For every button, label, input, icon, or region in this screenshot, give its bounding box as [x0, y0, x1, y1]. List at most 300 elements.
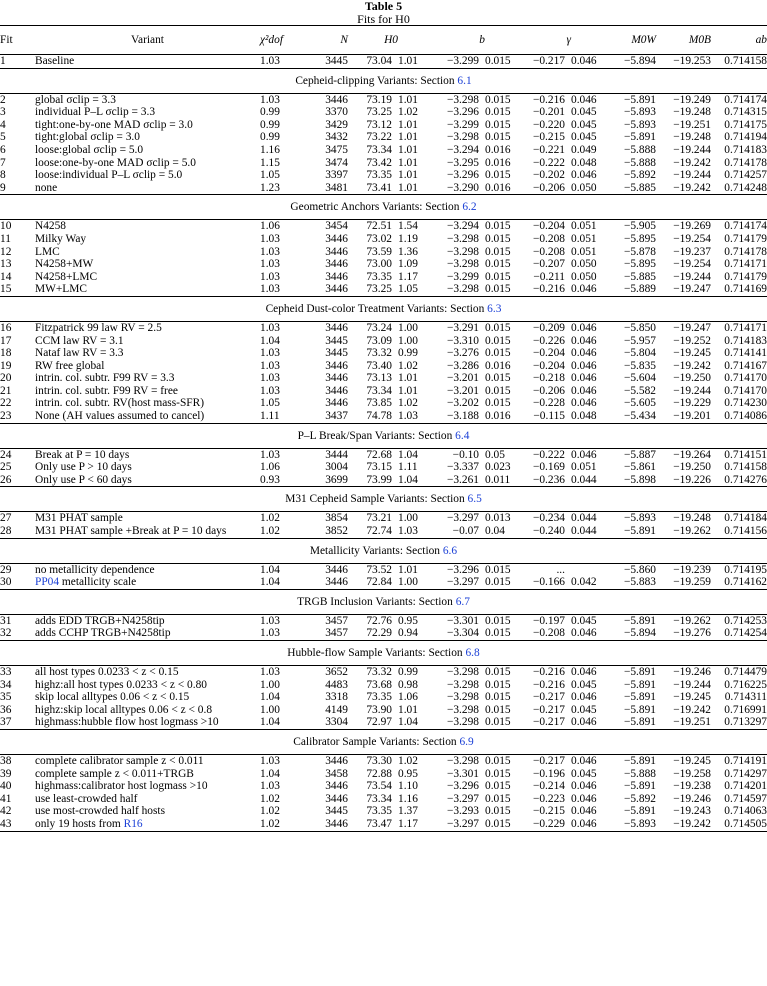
cell-b-err: 0.015 [485, 334, 511, 347]
cell-gamma: −0.221 [532, 143, 565, 156]
cell-h0-err: 0.94 [398, 627, 418, 640]
cell-mw: −5.888 [623, 143, 656, 156]
table-row [0, 448, 767, 461]
cell-gamma-err: 0.044 [571, 512, 597, 525]
table-row [0, 666, 767, 679]
cell-n: 3458 [325, 767, 348, 780]
cell-gamma-err: 0.046 [571, 666, 597, 678]
header-n: N [340, 33, 348, 46]
citation-link[interactable]: PP04 [35, 576, 60, 589]
section-link[interactable]: 6.8 [465, 647, 480, 659]
citation-link[interactable]: R16 [123, 817, 143, 830]
cell-mw: −5.891 [623, 525, 656, 538]
section-header [0, 538, 767, 563]
cell-mb: −19.245 [673, 754, 711, 767]
cell-gamma: −0.216 [532, 678, 565, 691]
cell-h0-err: 1.03 [398, 525, 418, 538]
cell-ab: 0.714201 [724, 780, 767, 793]
cell-variant: all host types 0.0233 < z < 0.15 [35, 666, 179, 678]
table-row [0, 576, 767, 589]
cell-ab: 0.714505 [724, 817, 767, 830]
cell-mb: −19.250 [673, 461, 711, 474]
cell-fit: 22 [0, 397, 12, 410]
cell-b: −3.298 [446, 258, 479, 271]
cell-b-err: 0.016 [485, 181, 511, 194]
table-row [0, 144, 767, 157]
cell-fit: 17 [0, 334, 12, 347]
cell-h0-err: 1.01 [398, 703, 418, 716]
cell-gamma-err: 0.050 [571, 270, 597, 283]
table-row [0, 182, 767, 195]
cell-fit: 16 [0, 321, 12, 334]
cell-gamma-err: 0.045 [571, 678, 597, 691]
section-link[interactable]: 6.4 [455, 429, 470, 442]
cell-b-err: 0.015 [485, 716, 511, 729]
cell-mb: −19.244 [673, 270, 711, 283]
cell-n: 3446 [325, 321, 348, 334]
cell-b-err: 0.023 [485, 461, 511, 474]
table-row [0, 768, 767, 781]
cell-gamma: −0.202 [532, 169, 565, 182]
cell-chi2: 1.04 [260, 716, 280, 729]
cell-fit: 28 [0, 525, 12, 538]
cell-variant: highz:all host types 0.0233 < z < 0.80 [35, 678, 207, 691]
cell-mb: −19.242 [673, 181, 711, 194]
cell-variant: Break at P = 10 days [35, 448, 130, 461]
cell-h0-err: 1.00 [398, 576, 418, 589]
cell-b-err: 0.015 [485, 169, 511, 182]
cell-chi2: 0.99 [260, 118, 280, 131]
cell-mb: −19.245 [673, 347, 711, 360]
table-row [0, 321, 767, 334]
cell-mw: −5.891 [623, 614, 656, 627]
cell-gamma-err: 0.046 [571, 397, 597, 410]
cell-h0-err: 1.02 [398, 397, 418, 410]
cell-mb: −19.253 [673, 55, 711, 67]
table-row [0, 258, 767, 271]
section-title: P–L Break/Span Variants: Section [297, 429, 453, 442]
cell-gamma-err: 0.044 [571, 525, 597, 538]
cell-fit: 26 [0, 473, 12, 486]
cell-mw: −5.891 [623, 131, 656, 144]
cell-h0: 73.41 [366, 181, 392, 194]
cell-b-err: 0.015 [485, 347, 511, 360]
cell-b-err: 0.015 [485, 245, 511, 258]
cell-b-err: 0.013 [485, 512, 511, 525]
cell-h0: 73.00 [366, 258, 392, 271]
cell-h0: 73.90 [366, 703, 392, 716]
cell-h0-err: 1.03 [398, 410, 418, 423]
cell-mb: −19.245 [673, 691, 711, 704]
cell-variant: intrin. col. subtr. F99 RV = 3.3 [35, 372, 175, 385]
cell-ab: 0.714479 [724, 666, 767, 678]
cell-b: −3.297 [446, 576, 479, 589]
cell-b-err: 0.015 [485, 627, 511, 640]
table-row [0, 246, 767, 259]
cell-chi2: 1.00 [260, 703, 280, 716]
cell-fit: 12 [0, 245, 12, 258]
cell-mw: −5.804 [623, 347, 656, 360]
cell-gamma-err: 0.046 [571, 93, 597, 106]
cell-variant: N4258+LMC [35, 270, 98, 283]
table-row [0, 335, 767, 348]
cell-chi2: 1.03 [260, 384, 280, 397]
header-h0: H0 [384, 33, 398, 46]
cell-b: −3.296 [446, 106, 479, 119]
cell-chi2: 1.03 [260, 321, 280, 334]
table-row [0, 614, 767, 627]
cell-h0: 72.88 [366, 767, 392, 780]
table-row [0, 55, 767, 69]
cell-fit: 39 [0, 767, 12, 780]
cell-b: −3.337 [446, 461, 479, 474]
cell-variant: intrin. col. subtr. RV(host mass-SFR) [35, 397, 205, 410]
cell-mb: −19.248 [673, 512, 711, 525]
cell-variant: M31 PHAT sample +Break at P = 10 days [35, 525, 227, 538]
cell-h0: 73.59 [366, 245, 392, 258]
cell-chi2: 1.03 [260, 614, 280, 627]
cell-gamma: −0.229 [532, 817, 565, 830]
section-title: Calibrator Sample Variants: Section [293, 735, 457, 748]
cell-variant: Only use P < 60 days [35, 473, 132, 486]
header-gamma: γ [566, 33, 571, 46]
cell-b: −3.188 [446, 410, 479, 423]
table-row [0, 397, 767, 410]
cell-h0-err: 1.01 [398, 55, 418, 67]
section-header [0, 487, 767, 512]
cell-fit: 33 [0, 666, 12, 678]
cell-gamma-err: 0.046 [571, 627, 597, 640]
section-header [0, 729, 767, 754]
cell-gamma-err: 0.046 [571, 384, 597, 397]
cell-gamma-err: 0.051 [571, 220, 597, 233]
cell-mb: −19.262 [673, 614, 711, 627]
table-row [0, 283, 767, 296]
cell-mw: −5.893 [623, 512, 656, 525]
cell-b-err: 0.015 [485, 754, 511, 767]
cell-h0-err: 1.19 [398, 232, 418, 245]
cell-gamma-err: 0.045 [571, 614, 597, 627]
cell-ab: 0.714257 [724, 169, 767, 182]
cell-b: −3.294 [446, 220, 479, 233]
cell-gamma: −0.220 [532, 118, 565, 131]
section-link[interactable]: 6.6 [442, 544, 458, 557]
cell-h0-err: 1.11 [398, 461, 418, 474]
cell-h0: 72.68 [366, 448, 392, 461]
cell-gamma: −0.208 [532, 232, 565, 245]
cell-b-err: 0.015 [485, 220, 511, 233]
cell-h0: 73.34 [366, 384, 392, 397]
section-header [0, 423, 767, 448]
table-row [0, 347, 767, 360]
cell-b-err: 0.015 [485, 131, 511, 144]
section-link[interactable]: 6.9 [459, 735, 474, 748]
cell-chi2: 1.16 [260, 143, 280, 156]
cell-b: −3.298 [446, 703, 479, 716]
header-variant: Variant [131, 33, 164, 46]
cell-n: 4483 [325, 678, 348, 691]
cell-gamma: −0.236 [532, 473, 565, 486]
cell-gamma-err: 0.046 [571, 448, 597, 461]
cell-mb: −19.269 [673, 220, 711, 233]
cell-variant: RW free global [35, 359, 105, 372]
cell-gamma-err: 0.046 [571, 169, 597, 182]
cell-ab: 0.714167 [724, 359, 767, 372]
cell-h0: 73.25 [366, 283, 392, 296]
cell-chi2: 1.03 [260, 55, 280, 67]
cell-b: −3.201 [446, 372, 479, 385]
cell-h0-err: 1.17 [398, 270, 418, 283]
cell-h0-err: 1.16 [398, 792, 418, 805]
cell-b-err: 0.015 [485, 106, 511, 119]
header-b: b [479, 33, 485, 46]
cell-fit: 36 [0, 703, 12, 716]
cell-mb: −19.250 [673, 372, 711, 385]
cell-gamma-err: 0.048 [571, 156, 597, 169]
cell-gamma: −0.196 [532, 767, 565, 780]
cell-b: −3.298 [446, 232, 479, 245]
cell-gamma: −0.204 [532, 359, 565, 372]
cell-fit: 15 [0, 283, 12, 296]
cell-gamma: −0.115 [533, 410, 565, 423]
cell-b-err: 0.015 [485, 780, 511, 793]
cell-n: 3446 [325, 93, 348, 106]
cell-variant: global σclip = 3.3 [35, 93, 116, 106]
cell-ab: 0.714179 [724, 270, 767, 283]
cell-variant: M31 PHAT sample [35, 512, 123, 525]
cell-gamma-err: 0.045 [571, 118, 597, 131]
cell-h0: 73.19 [366, 93, 392, 106]
cell-b: −3.298 [446, 245, 479, 258]
cell-h0: 73.85 [366, 397, 392, 410]
cell-b: −3.296 [446, 169, 479, 182]
cell-mw: −5.835 [623, 359, 656, 372]
cell-h0-err: 0.99 [398, 666, 418, 678]
cell-mw: −5.850 [623, 321, 656, 334]
cell-chi2: 0.93 [260, 473, 280, 486]
table-row [0, 271, 767, 284]
cell-n: 3432 [325, 131, 348, 144]
cell-h0: 73.34 [366, 143, 392, 156]
cell-b-err: 0.015 [485, 666, 511, 678]
cell-n: 3446 [325, 576, 348, 589]
cell-fit: 20 [0, 372, 12, 385]
cell-b: −3.299 [446, 55, 479, 67]
cell-chi2: 1.03 [260, 232, 280, 245]
cell-b: −3.201 [446, 384, 479, 397]
cell-variant: no metallicity dependence [35, 563, 155, 576]
cell-mb: −19.249 [673, 93, 711, 106]
cell-b: −3.301 [446, 614, 479, 627]
cell-b: −3.297 [446, 512, 479, 525]
cell-gamma-err: 0.046 [571, 283, 597, 296]
cell-fit: 8 [0, 169, 6, 182]
cell-chi2: 1.03 [260, 283, 280, 296]
section-link[interactable]: 6.5 [467, 493, 482, 506]
cell-gamma: −0.208 [532, 245, 565, 258]
cell-gamma-err: 0.046 [571, 817, 597, 830]
cell-gamma-err: 0.046 [571, 372, 597, 385]
cell-gamma-err: 0.046 [571, 780, 597, 793]
cell-chi2: 1.04 [260, 767, 280, 780]
cell-variant: complete calibrator sample z < 0.011 [35, 754, 204, 767]
section-title: Cepheid-clipping Variants: Section [295, 74, 455, 87]
cell-n: 3481 [325, 181, 348, 194]
cell-h0: 73.32 [366, 347, 392, 360]
cell-mw: −5.888 [623, 767, 656, 780]
section-title: Metallicity Variants: Section [309, 544, 440, 557]
cell-ab: 0.714253 [724, 614, 767, 627]
cell-gamma-err: 0.048 [571, 410, 597, 423]
cell-gamma: −0.209 [532, 321, 565, 334]
cell-chi2: 1.02 [260, 525, 280, 538]
cell-n: 3446 [325, 780, 348, 793]
cell-mw: −5.604 [623, 372, 656, 385]
cell-b-err: 0.015 [485, 384, 511, 397]
table-row [0, 627, 767, 640]
cell-ab: 0.714184 [724, 512, 767, 525]
cell-variant: skip local alltypes 0.06 < z < 0.15 [35, 691, 190, 704]
cell-b: −3.298 [446, 93, 479, 106]
cell-ab: 0.714158 [724, 55, 767, 67]
cell-gamma: −0.214 [532, 780, 565, 793]
cell-n: 4149 [325, 703, 348, 716]
section-link[interactable]: 6.1 [457, 74, 472, 87]
cell-n: 3318 [325, 691, 348, 704]
cell-variant: Only use P > 10 days [35, 461, 132, 474]
cell-chi2: 1.03 [260, 93, 280, 106]
cell-gamma: −0.234 [532, 512, 565, 525]
table-row [0, 754, 767, 767]
cell-b-err: 0.05 [485, 448, 505, 461]
section-title: TRGB Inclusion Variants: Section [297, 595, 453, 608]
cell-gamma: −0.215 [532, 805, 565, 818]
cell-n: 3445 [325, 347, 348, 360]
cell-h0: 73.25 [366, 106, 392, 119]
section-link[interactable]: 6.3 [487, 302, 502, 315]
cell-ab: 0.714183 [724, 334, 767, 347]
cell-mb: −19.258 [673, 767, 711, 780]
cell-mb: −19.244 [673, 678, 711, 691]
cell-chi2: 1.23 [260, 181, 280, 194]
cell-h0: 73.15 [366, 461, 392, 474]
table-row [0, 157, 767, 170]
cell-gamma-err: 0.051 [571, 461, 597, 474]
cell-fit: 11 [0, 232, 11, 245]
cell-h0-err: 1.10 [398, 780, 418, 793]
cell-fit: 1 [0, 55, 6, 67]
cell-h0: 73.68 [366, 678, 392, 691]
table-caption [0, 0, 767, 25]
cell-n: 3446 [325, 232, 348, 245]
cell-chi2: 1.02 [260, 817, 280, 830]
cell-chi2: 1.04 [260, 334, 280, 347]
cell-mw: −5.894 [623, 55, 656, 67]
cell-h0: 73.02 [366, 232, 392, 245]
cell-n: 3397 [325, 169, 348, 182]
cell-ab: 0.714171 [724, 258, 767, 271]
cell-mb: −19.246 [673, 666, 711, 678]
cell-n: 3446 [325, 563, 348, 576]
cell-chi2: 1.03 [260, 448, 280, 461]
cell-h0-err: 0.99 [398, 347, 418, 360]
cell-fit: 37 [0, 716, 12, 729]
cell-gamma: −0.204 [532, 220, 565, 233]
cell-h0-err: 1.01 [398, 143, 418, 156]
cell-n: 3852 [325, 525, 348, 538]
cell-chi2: 0.99 [260, 131, 280, 144]
cell-ab: 0.714086 [724, 410, 767, 423]
header-fit: Fit [0, 33, 13, 46]
cell-n: 3474 [325, 156, 348, 169]
cell-ab: 0.714151 [724, 448, 767, 461]
cell-gamma: −0.169 [532, 461, 565, 474]
table-body [0, 55, 767, 832]
cell-gamma: −0.216 [532, 283, 565, 296]
cell-gamma-err: 0.046 [571, 359, 597, 372]
section-link[interactable]: 6.7 [455, 595, 470, 608]
cell-chi2: 1.04 [260, 691, 280, 704]
cell-variant: adds EDD TRGB+N4258tip [35, 614, 165, 627]
section-header [0, 589, 767, 614]
cell-fit: 9 [0, 181, 6, 194]
cell-ab: 0.714276 [724, 473, 767, 486]
cell-n: 3457 [325, 614, 348, 627]
section-link[interactable]: 6.2 [462, 201, 477, 214]
cell-n: 3446 [325, 270, 348, 283]
section-title: Hubble-flow Sample Variants: Section [287, 647, 463, 659]
cell-n: 3444 [325, 448, 348, 461]
cell-mw: −5.894 [623, 627, 656, 640]
cell-mw: −5.885 [623, 270, 656, 283]
cell-b-err: 0.016 [485, 410, 511, 423]
cell-gamma: −0.217 [532, 703, 565, 716]
cell-mw: −5.957 [623, 334, 656, 347]
cell-fit: 35 [0, 691, 12, 704]
cell-gamma: −0.206 [532, 181, 565, 194]
cell-b-err: 0.015 [485, 576, 511, 589]
cell-variant: Milky Way [35, 232, 87, 245]
cell-fit: 14 [0, 270, 12, 283]
cell-fit: 24 [0, 448, 12, 461]
cell-gamma-err: 0.046 [571, 321, 597, 334]
cell-n: 3475 [325, 143, 348, 156]
cell-b-err: 0.015 [485, 270, 511, 283]
cell-chi2: 1.06 [260, 461, 280, 474]
cell-fit: 40 [0, 780, 12, 793]
cell-gamma-err: 0.045 [571, 131, 597, 144]
cell-mw: −5.895 [623, 258, 656, 271]
cell-h0-err: 1.54 [398, 220, 418, 233]
cell-gamma-err: 0.046 [571, 754, 597, 767]
cell-b: −3.298 [446, 131, 479, 144]
cell-gamma-err: 0.046 [571, 347, 597, 360]
cell-h0-err: 1.00 [398, 321, 418, 334]
cell-h0-err: 1.01 [398, 93, 418, 106]
cell-gamma: ... [556, 563, 565, 576]
table-row [0, 93, 767, 106]
cell-ab: 0.714171 [724, 321, 767, 334]
cell-n: 3446 [325, 245, 348, 258]
cell-mb: −19.254 [673, 232, 711, 245]
cell-n: 3446 [325, 384, 348, 397]
cell-gamma-err: 0.050 [571, 258, 597, 271]
cell-mw: −5.905 [623, 220, 656, 233]
cell-b-err: 0.015 [485, 792, 511, 805]
cell-mb: −19.242 [673, 817, 711, 830]
cell-b: −3.301 [446, 767, 479, 780]
cell-n: 3699 [325, 473, 348, 486]
